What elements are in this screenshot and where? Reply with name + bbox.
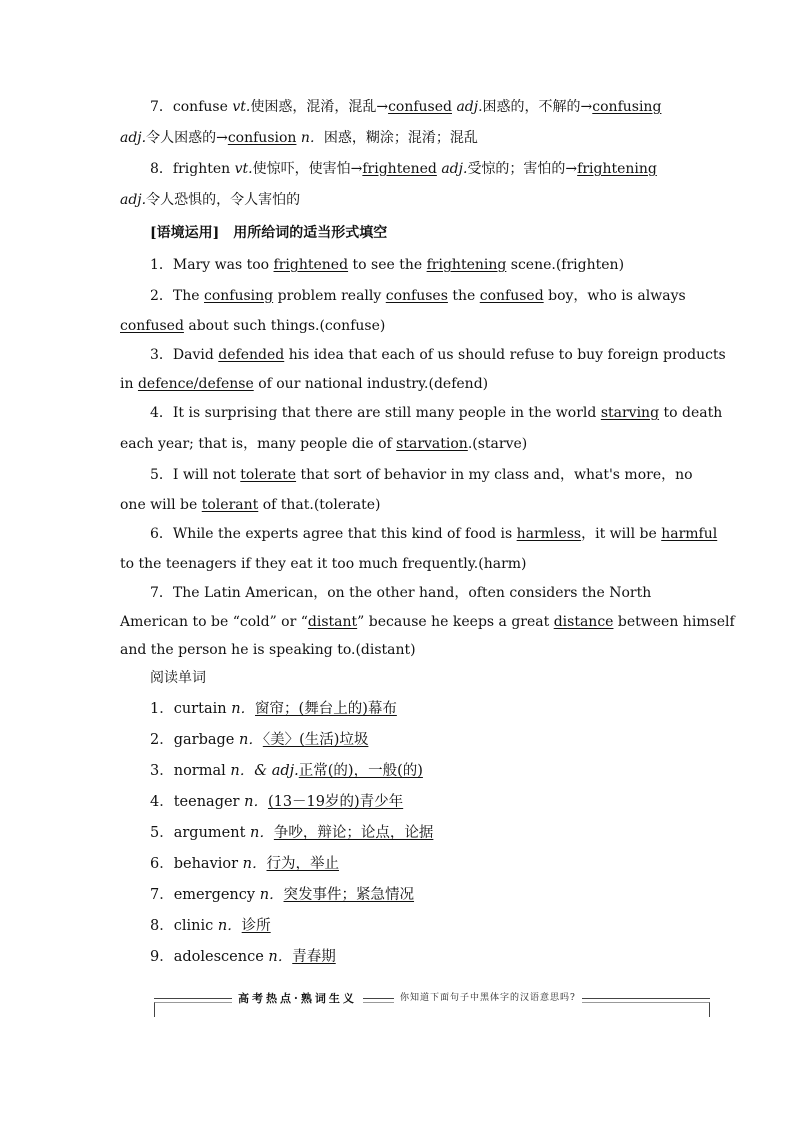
reading-item: 4．teenager n．(13－19岁的)青少年 xyxy=(150,794,404,810)
reading-item: 6．behavior n．行为，举止 xyxy=(150,856,340,872)
exercise-q5-cont: one will be tolerant of that.(tolerate) xyxy=(120,497,381,513)
vocab-line-confusing: adj.令人困惑的→confusion n．困惑，糊涂；混淆；混乱 xyxy=(120,130,478,146)
exercise-q4-cont: each year; that is，many people die of starvation.(starve) xyxy=(120,436,528,452)
reading-item: 9．adolescence n．青春期 xyxy=(150,949,336,965)
vocab-line-confuse: 7．confuse vt.使困惑，混淆，混乱→confused adj.困惑的，不解的→confusing xyxy=(150,99,662,115)
exercise-q2: 2．The confusing problem really confuses the confused boy，who is always xyxy=(150,288,686,304)
exercise-q7-cont: American to be “cold” or “distant” because he keeps a great distance between himself xyxy=(120,614,735,630)
reading-item: 5．argument n．争吵，辩论；论点，论据 xyxy=(150,825,434,841)
banner-title: 高考热点·熟词生义 xyxy=(232,990,363,1006)
reading-item: 7．emergency n．突发事件；紧急情况 xyxy=(150,887,415,903)
exercise-q3-cont: in defence/defense of our national industry.(defend) xyxy=(120,376,489,392)
banner-subtitle: 你知道下面句子中黑体字的汉语意思吗? xyxy=(394,990,582,1003)
reading-item: 2．garbage n．〈美〉(生活)垃圾 xyxy=(150,732,369,748)
vocab-line-frighten: 8．frighten vt.使惊吓，使害怕→frightened adj.受惊的；害怕的→frightening xyxy=(150,161,657,177)
exercise-q3: 3．David defended his idea that each of us should refuse to buy foreign products xyxy=(150,347,726,363)
exercise-q7: 7．The Latin American，on the other hand，often considers the North xyxy=(150,585,652,601)
vocab-line-frightening: adj.令人恐惧的，令人害怕的 xyxy=(120,192,301,208)
reading-item: 3．normal n．& adj.正常(的)，一般(的) xyxy=(150,763,423,779)
section-banner xyxy=(154,988,710,1016)
exercise-q5: 5．I will not tolerate that sort of behavior in my class and，what's more，no xyxy=(150,467,693,483)
reading-item: 1．curtain n．窗帘；(舞台上的)幕布 xyxy=(150,701,397,717)
reading-heading: 阅读单词 xyxy=(150,670,206,686)
exercise-q2-cont: confused about such things.(confuse) xyxy=(120,318,386,334)
exercise-heading: [语境运用] 用所给词的适当形式填空 xyxy=(150,225,388,241)
exercise-q7-cont2: and the person he is speaking to.(distant) xyxy=(120,642,416,658)
exercise-q4: 4．It is surprising that there are still many people in the world starving to death xyxy=(150,405,723,421)
reading-item: 8．clinic n．诊所 xyxy=(150,918,271,934)
exercise-q6: 6．While the experts agree that this kind of food is harmless，it will be harmful xyxy=(150,526,718,542)
exercise-q6-cont: to the teenagers if they eat it too much frequently.(harm) xyxy=(120,556,527,572)
exercise-q1: 1．Mary was too frightened to see the frightening scene.(frighten) xyxy=(150,257,625,273)
